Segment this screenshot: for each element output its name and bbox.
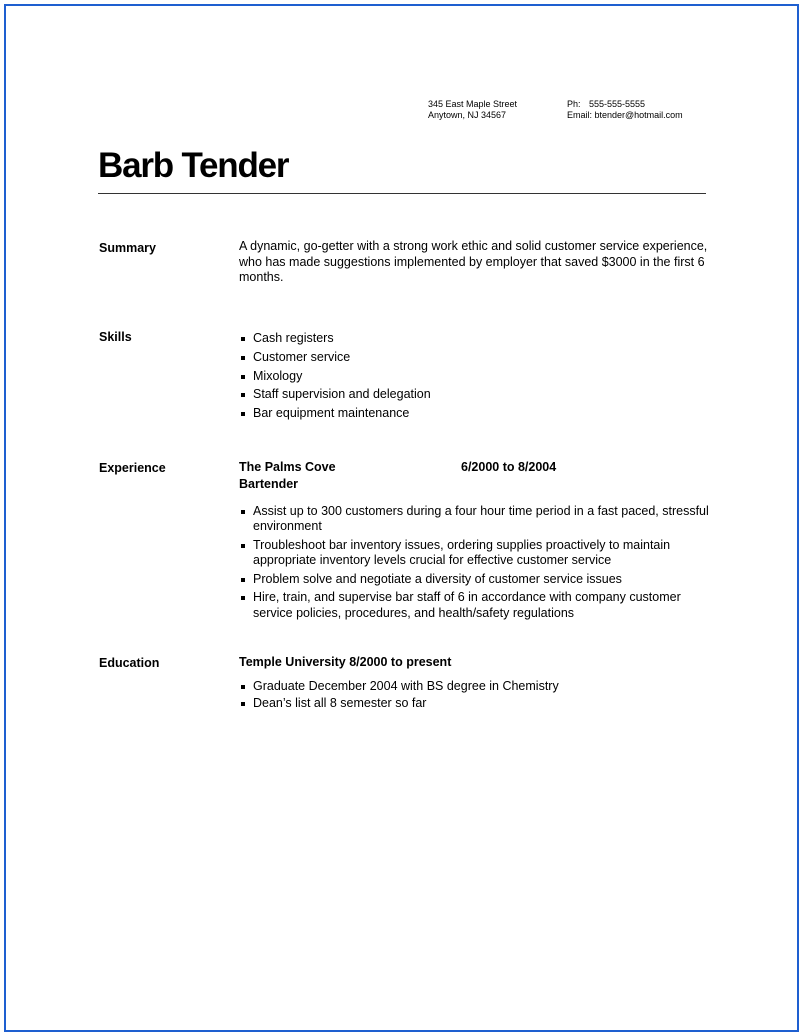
list-item: Bar equipment maintenance — [239, 406, 709, 422]
phone-line — [567, 99, 683, 110]
list-item: Troubleshoot bar inventory issues, ordering supplies proactively to maintain appropriate inventory levels crucial for effective customer service — [239, 538, 709, 569]
job-title: Bartender — [239, 477, 299, 491]
education-list — [239, 679, 709, 712]
resume-name: Barb Tender — [98, 146, 289, 185]
list-item: Customer service — [239, 350, 709, 366]
list-item: Hire, train, and supervise bar staff of 6 in accordance with company customer service policies, procedures, and health/safety regulations — [239, 590, 709, 621]
contact-phone-email — [567, 99, 683, 121]
employer-name: The Palms Cove — [239, 460, 336, 474]
skills-section — [239, 331, 709, 425]
list-item: Graduate December 2004 with BS degree in Chemistry — [239, 679, 709, 695]
address-line-2: Anytown, NJ 34567 — [428, 110, 507, 120]
list-item: Problem solve and negotiate a diversity of customer service issues — [239, 572, 709, 588]
list-item: Cash registers — [239, 331, 709, 347]
education-label: Education — [99, 656, 160, 670]
experience-section — [239, 460, 709, 624]
contact-address — [428, 99, 517, 121]
list-item: Staff supervision and delegation — [239, 387, 709, 403]
list-item: Dean’s list all 8 semester so far — [239, 696, 709, 712]
experience-header — [239, 460, 709, 477]
header-divider — [98, 193, 706, 194]
phone-label: Ph: — [567, 99, 581, 109]
skills-list — [239, 331, 709, 422]
skills-label: Skills — [99, 330, 132, 344]
employment-dates: 6/2000 to 8/2004 — [461, 460, 557, 474]
education-section — [239, 655, 709, 714]
email-line: Email: btender@hotmail.com — [567, 110, 683, 120]
experience-label: Experience — [99, 461, 166, 475]
list-item: Mixology — [239, 369, 709, 385]
address-line-1: 345 East Maple Street — [428, 99, 518, 109]
education-heading: Temple University 8/2000 to present — [239, 655, 452, 669]
experience-list — [239, 504, 709, 622]
phone-number: 555-555-5555 — [589, 99, 646, 109]
summary-text: A dynamic, go-getter with a strong work ethic and solid customer service experience, who has made suggestions implemented by employer that saved $3000 in the first 6 months. — [239, 239, 708, 284]
list-item: Assist up to 300 customers during a four hour time period in a fast paced, stressful environment — [239, 504, 709, 535]
summary-label: Summary — [99, 241, 156, 255]
